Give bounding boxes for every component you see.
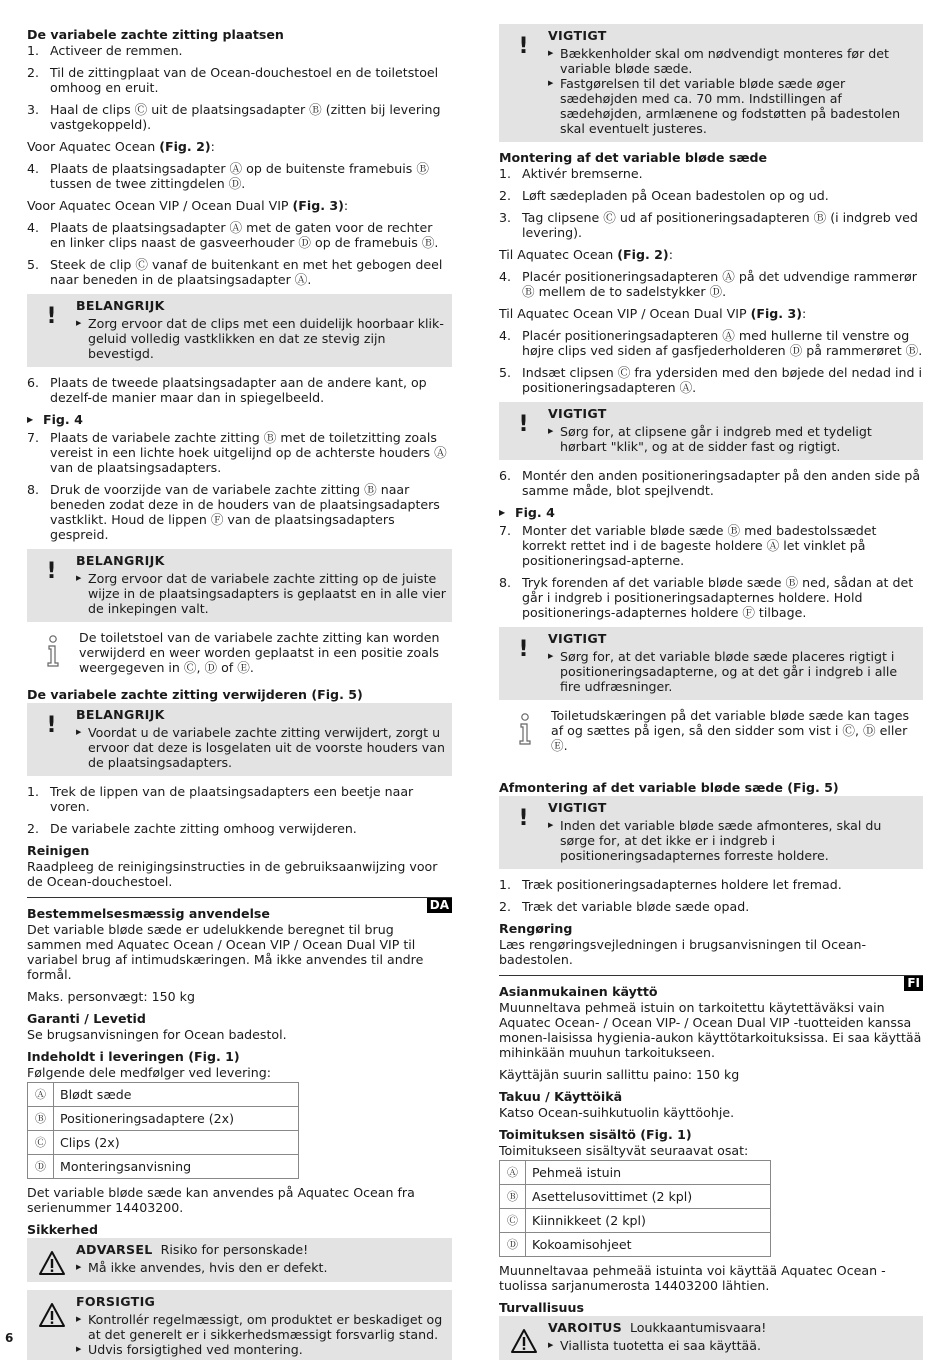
section-title-mounting: Montering af det variable bløde sæde (499, 150, 768, 165)
bullet-item (548, 649, 917, 694)
info-note: De toiletstoel van de variabele zachte zitting kan worden verwijderd en weer worden geplaatst in een positie zoals weergegeven in Ⓒ, Ⓓ of Ⓔ. (27, 630, 452, 675)
steps-list-2 (27, 220, 452, 287)
list-item-text: Placér positioneringsadapteren Ⓐ med hullerne til venstre og højre clips ved siden af gasfjederholderen Ⓓ på rammerøret Ⓑ. (522, 328, 923, 358)
triangle-bullet-icon: ▶ (76, 1345, 82, 1353)
important-note: ! VIGTIGT ▶ Sørg for, at det variable bløde sæde placeres rigtigt i positioneringsadapterne, og at det går i indgreb i alle fire udfræsninger. (499, 627, 923, 700)
bullet-item (76, 571, 446, 616)
right-column (499, 24, 923, 1360)
list-item (499, 877, 923, 892)
list-item (27, 784, 452, 814)
list-item-number: 5. (27, 257, 40, 272)
list-item (27, 102, 452, 132)
list-item-text: Trek de lippen van de plaatsingsadapters een beetje naar voren. (50, 784, 414, 814)
bullet-text: Bækkenholder skal om nødvendigt monteres før det variable bløde sæde. (560, 46, 889, 76)
important-note: ! BELANGRIJK ▶ Zorg ervoor dat de variabele zachte zitting op de juiste wijze in de plaatsingsadapters is geplaatst en in alle vier de inkepingen valt. (27, 549, 452, 622)
list-item-text: Haal de clips Ⓒ uit de plaatsingsadapter Ⓑ (zitten bij levering vastgekoppeld). (50, 102, 441, 132)
list-item (499, 575, 923, 620)
list-item-text: Tryk forenden af det variable bløde sæde Ⓑ ned, sådan at det går i indgreb i positioneringsadapternes holdere. Hold positionerings-adapternes holdere Ⓕ tilbage. (522, 575, 914, 620)
list-item-number: 1. (27, 43, 40, 58)
list-item (27, 65, 452, 95)
list-item-text: Indsæt clipsen Ⓒ fra ydersiden med den bøjede del nedad ind i positioneringsadapteren Ⓐ. (522, 365, 922, 395)
triangle-bullet-icon: ▶ (548, 652, 554, 660)
part-name: Kiinnikkeet (2 kpl) (526, 1209, 771, 1233)
part-name: Blødt sæde (54, 1083, 299, 1107)
list-item-text: Træk det variable bløde sæde opad. (522, 899, 750, 914)
bullet-text: Sørg for, at det variable bløde sæde placeres rigtigt i positioneringsadapterne, og at det går i indgreb i alle fire udfræsninger. (560, 649, 898, 694)
paragraph: Raadpleeg de reinigingsinstructies in de gebruiksaanwijzing voor de Ocean-douchestoel. (27, 859, 438, 889)
paragraph: Maks. personvægt: 150 kg (27, 989, 195, 1004)
triangle-bullet-icon: ▶ (76, 1315, 82, 1323)
language-divider-da (27, 897, 452, 921)
bullet-text: Voordat u de variabele zachte zitting verwijdert, zorgt u ervoor dat deze is losgelaten uit de voorste houders van de plaatsingsadapters. (88, 725, 445, 770)
section-title-intended-use: Asianmukainen käyttö (499, 984, 658, 999)
list-item-text: Løft sædepladen på Ocean badestolen op og ud. (522, 188, 829, 203)
bullet-text: Inden det variable bløde sæde afmonteres, skal du sørge for, at det ikke er i indgreb i positioneringsadapternes forreste holdere. (560, 818, 882, 863)
warning-triangle-icon (27, 1294, 76, 1357)
bullet-text: Kontrollér regelmæssigt, om produktet er beskadiget og at det generelt er i sikkerhedsmæssigt forsvarlig stand. (88, 1312, 443, 1342)
exclamation-icon: ! (46, 713, 57, 738)
list-item-text: Til de zittingplaat van de Ocean-douchestoel en de toiletstoel omhoog en eruit. (50, 65, 439, 95)
bullet-item (76, 1260, 446, 1275)
exclamation-icon: ! (518, 637, 529, 662)
list-item-text: Monter det variable bløde sæde Ⓑ med badestolssædet korrekt rettet ind i de bageste holdere Ⓐ let vinklet på positioneringsad-apterne. (522, 523, 877, 568)
bullet-text: Udvis forsigtighed ved montering. (88, 1342, 303, 1357)
list-item (499, 328, 923, 358)
part-key: Ⓒ (28, 1131, 54, 1155)
part-key: Ⓑ (500, 1185, 526, 1209)
variant-line-ocean-vip: Voor Aquatec Ocean VIP / Ocean Dual VIP (Fig. 3): (27, 198, 349, 213)
list-item-number: 4. (27, 220, 40, 235)
triangle-bullet-icon: ▶ (499, 508, 506, 517)
figure-reference: ▶ Fig. 4 (499, 505, 555, 520)
list-item: 4. Plaats de plaatsingsadapter Ⓐ op de buitenste framebuis Ⓑ tussen de twee zittingdelen Ⓓ. (27, 161, 429, 191)
list-item-number: 5. (499, 365, 512, 380)
list-item (499, 365, 923, 395)
warning-note: ADVARSEL Risiko for personskade! ▶ Må ikke anvendes, hvis den er defekt. (27, 1238, 452, 1282)
part-key: Ⓒ (500, 1209, 526, 1233)
important-note: ! VIGTIGT ▶ Bækkenholder skal om nødvendigt monteres før det variable bløde sæde. ▶ Fastgørelsen til det variable bløde sæde øger sædehøjden med ca. 70 mm. Indstillingen af sædehøjden, armlænene og fodstøtten på badestolen skal eventuelt justeres. (499, 24, 923, 142)
list-item-number: 3. (27, 102, 40, 117)
list-item-text: Plaats de plaatsingsadapter Ⓐ met de gaten voor de rechter en linker clips naast de gasveerhouder Ⓓ op de framebuis Ⓑ. (50, 220, 439, 250)
bullet-item (76, 316, 446, 361)
section-title-contents: Indeholdt i leveringen (Fig. 1) (27, 1049, 240, 1064)
list-item-text: Aktivér bremserne. (522, 166, 643, 181)
triangle-bullet-icon: ▶ (548, 79, 554, 87)
info-icon (499, 708, 551, 753)
bullet-item (548, 76, 917, 136)
table-row (500, 1233, 771, 1257)
triangle-bullet-icon: ▶ (27, 415, 34, 424)
language-badge-fi: FI (904, 976, 923, 991)
steps-list-1 (499, 166, 923, 240)
language-divider-fi (499, 975, 923, 999)
section-title-warranty: Garanti / Levetid (27, 1011, 146, 1026)
steps-list-2 (499, 328, 923, 395)
list-item (499, 188, 923, 203)
bullet-text: Fastgørelsen til det variable bløde sæde øger sædehøjden med ca. 70 mm. Indstillingen af sædehøjden, armlænene og fodstøtten på badestolen skal eventuelt justeres. (560, 76, 901, 136)
exclamation-icon: ! (518, 412, 529, 437)
list-item (27, 257, 452, 287)
section-title-removing: De variabele zachte zitting verwijderen (Fig. 5) (27, 687, 363, 702)
section-title-intended-use: Bestemmelsesmæssig anvendelse (27, 906, 270, 921)
section-title-cleaning: Reinigen (27, 843, 90, 858)
left-column (27, 24, 452, 1360)
part-name: Clips (2x) (54, 1131, 299, 1155)
steps-list-3 (27, 430, 452, 542)
warning-triangle-icon (27, 1242, 76, 1276)
triangle-bullet-icon: ▶ (548, 821, 554, 829)
list-item-text: Activeer de remmen. (50, 43, 183, 58)
important-note: ! BELANGRIJK ▶ Voordat u de variabele zachte zitting verwijdert, zorgt u ervoor dat deze is losgelaten uit de voorste houders van de plaatsingsadapters. (27, 703, 452, 776)
part-key: Ⓓ (28, 1155, 54, 1179)
paragraph: Se brugsanvisningen for Ocean badestol. (27, 1027, 287, 1042)
paragraph: Muunneltava pehmeä istuin on tarkoitettu käytettäväksi vain Aquatec Ocean- / Ocean VIP- / Ocean Dual VIP -tuotteiden kanssa monen-laisissa hygienia-aukon käyttötarkoituksissa. Ei saa käyttää mihinkään muuhun tarkoitukseen. (499, 1000, 922, 1060)
list-item-number: 1. (499, 166, 512, 181)
part-key: Ⓑ (28, 1107, 54, 1131)
section-title-warranty: Takuu / Käyttöikä (499, 1089, 623, 1104)
table-row (500, 1161, 771, 1185)
list-item-number: 7. (27, 430, 40, 445)
list-item-text: Plaats de variabele zachte zitting Ⓑ met de toiletzitting zoals vereist in een lichte hoek uitgelijnd op de achterste houders Ⓐ van de plaatsingsadapters. (50, 430, 447, 475)
exclamation-icon: ! (46, 304, 57, 329)
part-name: Monteringsanvisning (54, 1155, 299, 1179)
table-row (500, 1209, 771, 1233)
list-item-number: 7. (499, 523, 512, 538)
language-badge-da: DA (427, 898, 452, 913)
paragraph: Katso Ocean-suihkutuolin käyttöohje. (499, 1105, 735, 1120)
list-item (499, 210, 923, 240)
part-name: Asettelusovittimet (2 kpl) (526, 1185, 771, 1209)
triangle-bullet-icon: ▶ (76, 728, 82, 736)
bullet-text: Må ikke anvendes, hvis den er defekt. (88, 1260, 328, 1275)
figure-reference: ▶ Fig. 4 (27, 412, 83, 427)
table-row (28, 1083, 299, 1107)
list-item-number: 8. (27, 482, 40, 497)
list-item-text: Steek de clip Ⓒ vanaf de buitenkant en met het gebogen deel naar beneden in de plaatsingsadapter Ⓐ. (50, 257, 443, 287)
triangle-bullet-icon: ▶ (548, 427, 554, 435)
bullet-text: Zorg ervoor dat de clips met een duidelijk hoorbaar klik-geluid volledig vastklikken en dat ze stevig zijn bevestigd. (88, 316, 444, 361)
table-row (28, 1131, 299, 1155)
variant-line-ocean: Voor Aquatec Ocean (Fig. 2): (27, 139, 215, 154)
page-number: 6 (5, 1331, 14, 1345)
paragraph: Muunneltavaa pehmeää istuinta voi käyttää Aquatec Ocean -tuolissa sarjanumerosta 14403200 lähtien. (499, 1263, 886, 1293)
section-title-dismounting: Afmontering af det variable bløde sæde (Fig. 5) (499, 780, 839, 795)
paragraph: Käyttäjän suurin sallittu paino: 150 kg (499, 1067, 740, 1082)
part-name: Kokoamisohjeet (526, 1233, 771, 1257)
info-note: Toiletudskæringen på det variable bløde sæde kan tages af og sættes på igen, så den sidder som vist i Ⓒ, Ⓓ eller Ⓔ. (499, 708, 923, 753)
list-item (27, 43, 452, 58)
list-item-number: 2. (499, 899, 512, 914)
bullet-item (76, 1342, 446, 1357)
bullet-text: Sørg for, at clipsene går i indgreb med et tydeligt hørbart "klik", og at de sidder fast og rigtigt. (560, 424, 872, 454)
list-item-number: 2. (499, 188, 512, 203)
list-item (499, 166, 923, 181)
section-title-safety: Sikkerhed (27, 1222, 99, 1237)
section-title-placing: De variabele zachte zitting plaatsen (27, 27, 284, 42)
list-item-number: 1. (27, 784, 40, 799)
part-key: Ⓐ (28, 1083, 54, 1107)
list-item-number: 1. (499, 877, 512, 892)
section-title-contents: Toimituksen sisältö (Fig. 1) (499, 1127, 692, 1142)
bullet-item (548, 46, 917, 76)
bullet-item (548, 818, 917, 863)
list-item (499, 899, 923, 914)
list-item-text: De variabele zachte zitting omhoog verwijderen. (50, 821, 357, 836)
list-item-number: 8. (499, 575, 512, 590)
bullet-item (548, 424, 917, 454)
warning-note: VAROITUS Loukkaantumisvaara! ▶ Viallista tuotetta ei saa käyttää. (499, 1316, 923, 1360)
list-item-text: Druk de voorzijde van de variabele zachte zitting Ⓑ naar beneden zodat deze in de houders van de plaatsingsadapters vastklikt. Houd de lippen Ⓕ van de plaatsingsadapters gespreid. (50, 482, 440, 542)
part-name: Pehmeä istuin (526, 1161, 771, 1185)
caution-note: FORSIGTIG ▶ Kontrollér regelmæssigt, om produktet er beskadiget og at det generelt er i sikkerhedsmæssigt forsvarlig stand. ▶ Udvis forsigtighed ved montering. (27, 1290, 452, 1360)
list-item: 4. Placér positioneringsadapteren Ⓐ på det udvendige rammerør Ⓑ mellem de to sadelstykker Ⓓ. (499, 269, 917, 299)
part-key: Ⓐ (500, 1161, 526, 1185)
triangle-bullet-icon: ▶ (76, 319, 82, 327)
table-row (28, 1155, 299, 1179)
triangle-bullet-icon: ▶ (548, 49, 554, 57)
triangle-bullet-icon: ▶ (76, 1263, 82, 1271)
list-item (499, 523, 923, 568)
bullet-text: Zorg ervoor dat de variabele zachte zitting op de juiste wijze in de plaatsingsadapters is geplaatst en in alle vier de inkepingen valt. (88, 571, 446, 616)
bullet-item (548, 1338, 917, 1353)
steps-list-1 (27, 43, 452, 132)
list-item: 6. Plaats de tweede plaatsingsadapter aan de andere kant, op dezelf-de manier maar dan in spiegelbeeld. (27, 375, 427, 405)
bullet-item (76, 725, 446, 770)
list-item-number: 3. (499, 210, 512, 225)
info-icon (27, 630, 79, 675)
list-item (27, 220, 452, 250)
list-item (27, 482, 452, 542)
triangle-bullet-icon: ▶ (548, 1341, 554, 1349)
list-item-text: Træk positioneringsadapternes holdere let fremad. (522, 877, 842, 892)
part-name: Positioneringsadaptere (2x) (54, 1107, 299, 1131)
paragraph: Læs rengøringsvejledningen i brugsanvisningen til Ocean-badestolen. (499, 937, 867, 967)
exclamation-icon: ! (518, 806, 529, 831)
bullet-item (76, 1312, 446, 1342)
exclamation-icon: ! (46, 559, 57, 584)
steps-list-4 (27, 784, 452, 836)
variant-line-ocean: Til Aquatec Ocean (Fig. 2): (499, 247, 673, 262)
important-note: ! BELANGRIJK ▶ Zorg ervoor dat de clips met een duidelijk hoorbaar klik-geluid volledig vastklikken en dat ze stevig zijn bevestigd. (27, 294, 452, 367)
list-item-number: 2. (27, 821, 40, 836)
list-item-number: 2. (27, 65, 40, 80)
list-item: 6. Montér den anden positioneringsadapter på den anden side på samme måde, blot spejlvendt. (499, 468, 921, 498)
list-item (27, 430, 452, 475)
table-row (500, 1185, 771, 1209)
paragraph: Det variable bløde sæde kan anvendes på Aquatec Ocean fra serienummer 14403200. (27, 1185, 415, 1215)
section-title-safety: Turvallisuus (499, 1300, 584, 1315)
variant-line-ocean-vip: Til Aquatec Ocean VIP / Ocean Dual VIP (Fig. 3): (499, 306, 807, 321)
part-key: Ⓓ (500, 1233, 526, 1257)
steps-list-3 (499, 523, 923, 620)
parts-table (27, 1082, 299, 1179)
important-note: ! VIGTIGT ▶ Inden det variable bløde sæde afmonteres, skal du sørge for, at det ikke er i indgreb i positioneringsadapternes forreste holdere. (499, 796, 923, 869)
parts-table (499, 1160, 771, 1257)
table-row (28, 1107, 299, 1131)
bullet-text: Viallista tuotetta ei saa käyttää. (560, 1338, 761, 1353)
paragraph: Det variable bløde sæde er udelukkende beregnet til brug sammen med Aquatec Ocean / Ocean VIP / Ocean Dual VIP til variabel brug af intimudskæringen. Må ikke anvendes til andre formål. (27, 922, 424, 982)
list-item-text: Tag clipsene Ⓒ ud af positioneringsadapteren Ⓑ (i indgreb ved levering). (522, 210, 918, 240)
exclamation-icon: ! (518, 34, 529, 59)
important-note: ! VIGTIGT ▶ Sørg for, at clipsene går i indgreb med et tydeligt hørbart "klik", og at de sidder fast og rigtigt. (499, 402, 923, 460)
paragraph: Toimitukseen sisältyvät seuraavat osat: (499, 1143, 749, 1158)
list-item (27, 821, 452, 836)
list-item-number: 4. (499, 328, 512, 343)
steps-list-4 (499, 877, 923, 914)
triangle-bullet-icon: ▶ (76, 574, 82, 582)
paragraph: Følgende dele medfølger ved levering: (27, 1065, 272, 1080)
section-title-cleaning: Rengøring (499, 921, 573, 936)
warning-triangle-icon (499, 1320, 548, 1354)
